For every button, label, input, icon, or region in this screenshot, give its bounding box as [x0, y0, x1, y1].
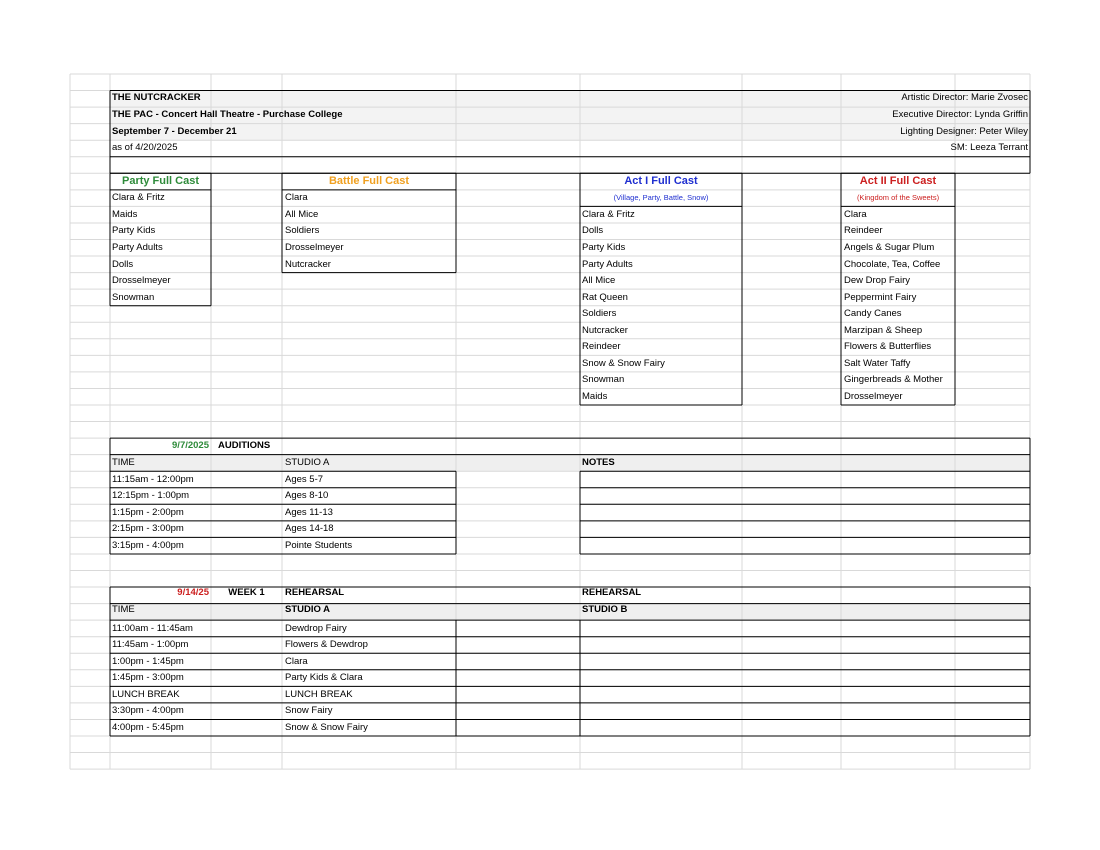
auditions-time: 12:15pm - 1:00pm	[112, 490, 190, 502]
act1-cast-item: Snowman	[582, 374, 625, 386]
party-cast-item: Party Adults	[112, 242, 163, 253]
act1-cast-item: Rat Queen	[582, 291, 628, 303]
battle-cast-item: Nutcracker	[285, 258, 331, 270]
week1-studio-a: Dewdrop Fairy	[285, 622, 347, 634]
week1-time: 11:00am - 11:45am	[112, 622, 193, 634]
stage-manager: SM: Leeza Terrant	[950, 142, 1028, 153]
week1-label: WEEK 1	[228, 587, 265, 598]
act2-cast-item: Drosselmeyer	[844, 390, 903, 402]
week1-studio-a: LUNCH BREAK	[285, 688, 353, 700]
act2-cast-item: Peppermint Fairy	[844, 291, 917, 303]
act1-cast-item: Dolls	[582, 225, 604, 237]
battle-cast-item: All Mice	[285, 208, 319, 220]
act2-cast-item: Candy Canes	[844, 308, 902, 320]
artistic-director: Artistic Director: Marie Zvosec	[901, 92, 1028, 103]
party-cast-item: Dolls	[112, 258, 134, 270]
battle-cast-item: Soldiers	[285, 225, 320, 237]
act1-cast-item: Soldiers	[582, 308, 617, 320]
act2-cast-item: Dew Drop Fairy	[844, 275, 910, 287]
auditions-time-header: TIME	[112, 457, 135, 468]
venue: THE PAC - Concert Hall Theatre - Purchase College	[112, 109, 343, 120]
party-cast-item: Snowman	[112, 291, 155, 303]
week1-studio-b-header: STUDIO B	[582, 604, 628, 615]
act2-cast-title: Act II Full Cast	[859, 175, 937, 187]
act1-cast-item: Party Kids	[582, 242, 626, 253]
act1-cast-item: Clara & Fritz	[582, 208, 635, 220]
act2-cast-item: Flowers & Butterflies	[844, 341, 932, 353]
week1-time: 4:00pm - 5:45pm	[112, 721, 184, 733]
executive-director: Executive Director: Lynda Griffin	[892, 109, 1028, 120]
act1-cast-subtitle: (Village, Party, Battle, Snow)	[613, 193, 709, 202]
act2-cast-item: Chocolate, Tea, Coffee	[844, 258, 941, 270]
auditions-notes-header: NOTES	[582, 457, 615, 468]
week1-time: 1:00pm - 1:45pm	[112, 655, 184, 667]
party-cast-item: Clara & Fritz	[112, 192, 165, 204]
week1-time: LUNCH BREAK	[112, 688, 180, 700]
week1-studio-a: Party Kids & Clara	[285, 672, 363, 684]
week1-studio-a-header: STUDIO A	[285, 604, 331, 615]
week1-time: 11:45am - 1:00pm	[112, 639, 189, 651]
auditions-studio-a: Ages 8-10	[285, 490, 329, 502]
week1-studio-a: Flowers & Dewdrop	[285, 639, 368, 651]
auditions-studio-a: Ages 11-13	[285, 506, 333, 518]
act2-cast-subtitle: (Kingdom of the Sweets)	[856, 193, 940, 202]
auditions-studio-header: STUDIO A	[285, 457, 330, 468]
auditions-studio-a: Ages 5-7	[285, 473, 324, 485]
week1-time: 3:30pm - 4:00pm	[112, 705, 184, 717]
act2-cast-item: Clara	[844, 208, 867, 220]
party-cast-title: Party Full Cast	[121, 175, 200, 187]
act2-cast-item: Gingerbreads & Mother	[844, 374, 943, 386]
show-title: THE NUTCRACKER	[112, 92, 201, 103]
week1-studio-a: Snow Fairy	[285, 705, 333, 717]
battle-cast-title: Battle Full Cast	[328, 175, 410, 187]
week1-studio-a: Clara	[285, 655, 308, 667]
battle-cast-item: Clara	[285, 192, 308, 204]
act1-cast-item: Maids	[582, 390, 608, 402]
party-cast-item: Drosselmeyer	[112, 275, 171, 287]
party-cast-item: Maids	[112, 208, 138, 220]
week1-studio-a: Snow & Snow Fairy	[285, 721, 368, 733]
act1-cast-item: Snow & Snow Fairy	[582, 357, 665, 369]
auditions-time: 11:15am - 12:00pm	[112, 473, 194, 485]
as-of-date: as of 4/20/2025	[112, 142, 178, 153]
act1-cast-item: Nutcracker	[582, 324, 628, 336]
auditions-time: 1:15pm - 2:00pm	[112, 506, 184, 518]
week1-rehearsal-a: REHEARSAL	[285, 587, 345, 598]
act2-cast-item: Reindeer	[844, 225, 883, 237]
act2-cast-item: Salt Water Taffy	[844, 357, 911, 369]
party-cast-item: Party Kids	[112, 225, 156, 237]
week1-time: 1:45pm - 3:00pm	[112, 672, 184, 684]
auditions-date: 9/7/2025	[172, 440, 209, 451]
week1-rehearsal-b: REHEARSAL	[582, 587, 642, 598]
act1-cast-item: All Mice	[582, 275, 616, 287]
battle-cast-item: Drosselmeyer	[285, 242, 344, 253]
auditions-studio-a: Ages 14-18	[285, 523, 334, 535]
act2-cast-item: Angels & Sugar Plum	[844, 242, 935, 253]
auditions-label: AUDITIONS	[218, 440, 271, 451]
auditions-time: 2:15pm - 3:00pm	[112, 523, 184, 535]
auditions-time: 3:15pm - 4:00pm	[112, 539, 184, 551]
week1-time-header: TIME	[112, 604, 135, 615]
act1-cast-item: Party Adults	[582, 258, 633, 270]
act1-cast-item: Reindeer	[582, 341, 621, 353]
auditions-studio-a: Pointe Students	[285, 539, 353, 551]
act2-cast-item: Marzipan & Sheep	[844, 324, 923, 336]
act1-cast-title: Act I Full Cast	[624, 175, 698, 187]
season-dates: September 7 - December 21	[112, 126, 237, 137]
lighting-designer: Lighting Designer: Peter Wiley	[900, 126, 1028, 137]
week1-date: 9/14/25	[177, 587, 209, 598]
